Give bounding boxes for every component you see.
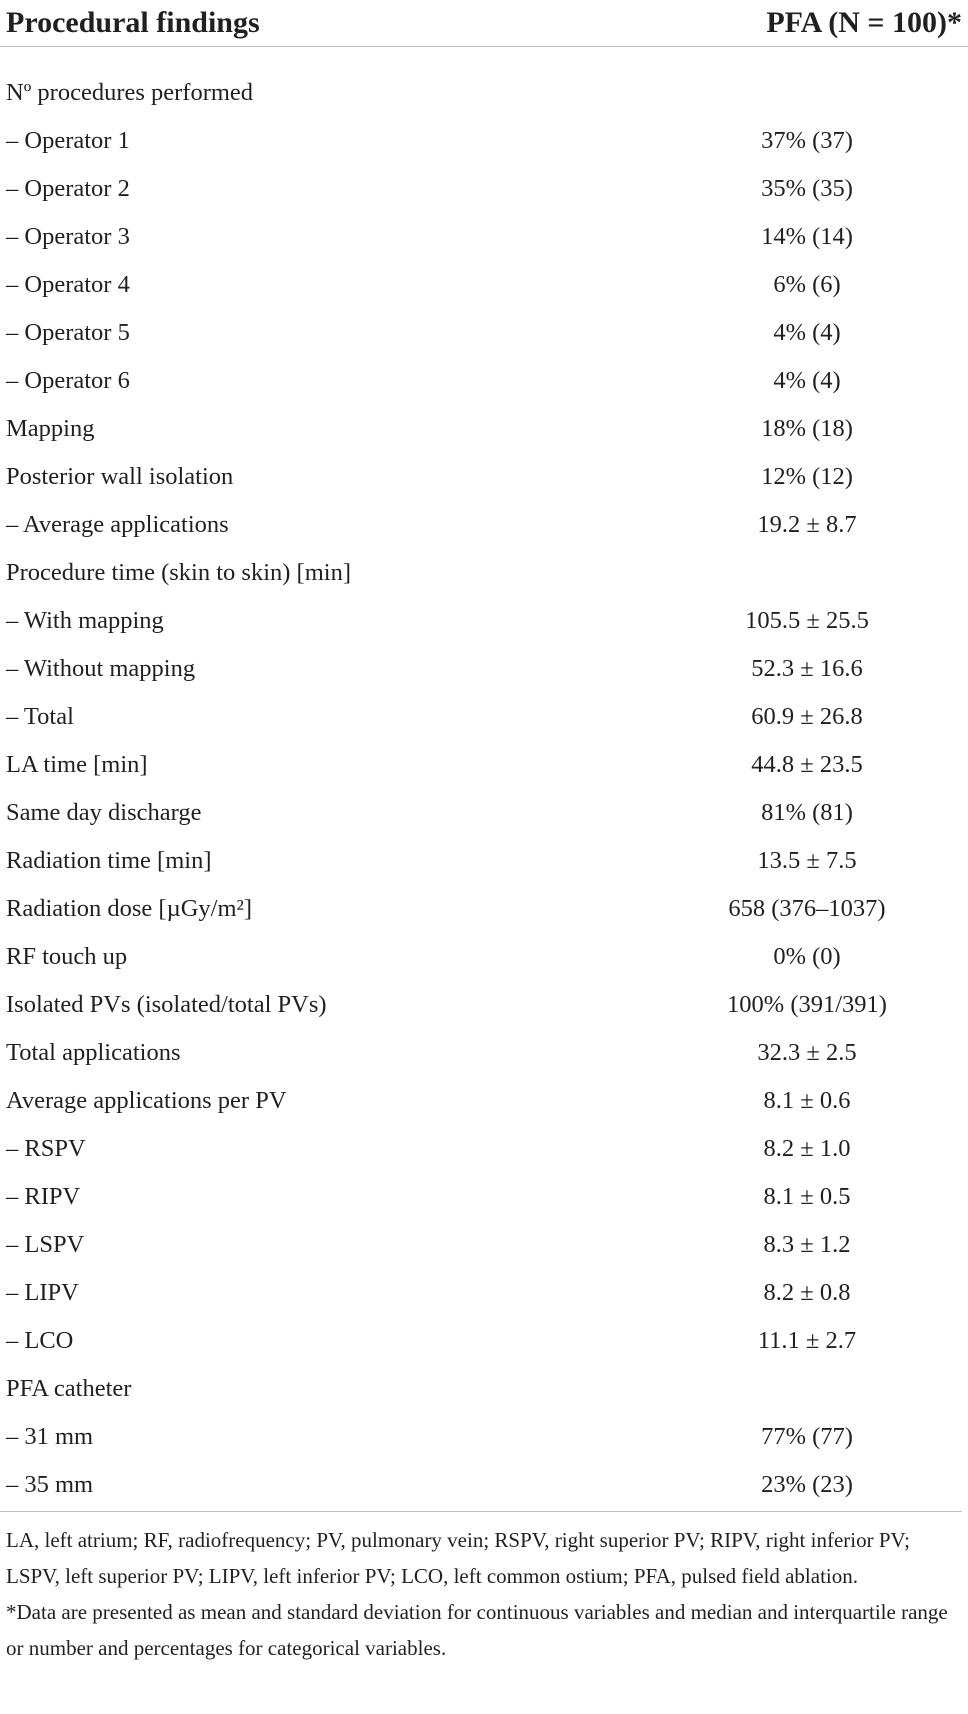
- table-row: [0, 1269, 968, 1317]
- footnote-divider: [0, 1511, 962, 1512]
- table-row: [0, 837, 968, 885]
- row-label: – 35 mm: [6, 1471, 94, 1498]
- table-row: [0, 549, 968, 597]
- row-label: PFA catheter: [6, 1375, 132, 1402]
- table-row: [0, 693, 968, 741]
- row-value: 4% (4): [773, 319, 841, 346]
- row-value: 100% (391/391): [727, 991, 887, 1018]
- row-label: RF touch up: [6, 943, 128, 970]
- table-row: [0, 1077, 968, 1125]
- table-row: [0, 1125, 968, 1173]
- table-row: [0, 933, 968, 981]
- row-label: – With mapping: [6, 607, 164, 634]
- row-value: 19.2 ± 8.7: [757, 511, 857, 538]
- row-label: – 31 mm: [6, 1423, 94, 1450]
- row-label: – LSPV: [6, 1231, 85, 1258]
- row-value: 658 (376–1037): [728, 895, 886, 922]
- table-row: [0, 69, 968, 117]
- row-label: Nº procedures performed: [6, 79, 254, 106]
- row-label: Radiation time [min]: [6, 847, 212, 874]
- row-value: 6% (6): [773, 271, 841, 298]
- table-row: [0, 1413, 968, 1461]
- row-value: 18% (18): [761, 415, 853, 442]
- row-label: – Operator 6: [6, 367, 130, 394]
- table-row: [0, 165, 968, 213]
- row-label: Radiation dose [µGy/m²]: [6, 895, 253, 922]
- row-value: 12% (12): [761, 463, 853, 490]
- row-value: 60.9 ± 26.8: [751, 703, 863, 730]
- row-value: 8.2 ± 1.0: [763, 1135, 851, 1162]
- row-label: – RIPV: [6, 1183, 81, 1210]
- table-row: [0, 1461, 968, 1509]
- table-row: [0, 453, 968, 501]
- table-footnotes: [6, 1522, 962, 1666]
- table-row: [0, 1317, 968, 1365]
- row-value: 0% (0): [773, 943, 841, 970]
- row-label: – LCO: [6, 1327, 74, 1354]
- table-row: [0, 1173, 968, 1221]
- table-row: [0, 261, 968, 309]
- row-label: – Operator 2: [6, 175, 130, 202]
- row-value: 8.1 ± 0.6: [763, 1087, 851, 1114]
- table-row: [0, 1221, 968, 1269]
- table-row: [0, 117, 968, 165]
- header-procedural-findings: Procedural findings: [6, 6, 260, 39]
- row-label: LA time [min]: [6, 751, 148, 778]
- row-label: – Operator 5: [6, 319, 130, 346]
- row-label: Same day discharge: [6, 799, 202, 826]
- row-value: 32.3 ± 2.5: [757, 1039, 857, 1066]
- row-value: 35% (35): [761, 175, 853, 202]
- row-label: – RSPV: [6, 1135, 86, 1162]
- table-row: [0, 789, 968, 837]
- table-row: [0, 1029, 968, 1077]
- row-label: Isolated PVs (isolated/total PVs): [6, 991, 327, 1018]
- row-value: 77% (77): [761, 1423, 853, 1450]
- row-label: – LIPV: [6, 1279, 79, 1306]
- row-value: 4% (4): [773, 367, 841, 394]
- table-row: [0, 309, 968, 357]
- row-value: 81% (81): [761, 799, 853, 826]
- table-row: [0, 981, 968, 1029]
- table-row: [0, 213, 968, 261]
- row-label: Procedure time (skin to skin) [min]: [6, 559, 351, 586]
- table-row: [0, 1365, 968, 1413]
- row-value: 14% (14): [761, 223, 853, 250]
- row-label: – Without mapping: [6, 655, 196, 682]
- table-row: [0, 885, 968, 933]
- table-row: [0, 405, 968, 453]
- row-label: Average applications per PV: [6, 1087, 287, 1114]
- row-value: 13.5 ± 7.5: [757, 847, 857, 874]
- row-label: Mapping: [6, 415, 95, 442]
- row-value: 23% (23): [761, 1471, 853, 1498]
- row-label: – Operator 1: [6, 127, 130, 154]
- row-label: – Operator 3: [6, 223, 130, 250]
- abbreviations-footnote: LA, left atrium; RF, radiofrequency; PV, pulmonary vein; RSPV, right superior PV; RIPV, right inferior PV; LSPV, left superior PV; LIPV, left inferior PV; LCO, left common ostium; PFA, pulsed field ablation.: [6, 1528, 910, 1588]
- row-value: 11.1 ± 2.7: [757, 1327, 857, 1354]
- table-row: [0, 357, 968, 405]
- row-label: – Average applications: [6, 511, 229, 538]
- row-value: 44.8 ± 23.5: [751, 751, 863, 778]
- table-row: [0, 597, 968, 645]
- row-label: Posterior wall isolation: [6, 463, 234, 490]
- row-value: 8.1 ± 0.5: [763, 1183, 851, 1210]
- row-value: 8.2 ± 0.8: [763, 1279, 851, 1306]
- table-header: [0, 0, 968, 47]
- row-label: – Operator 4: [6, 271, 130, 298]
- row-value: 37% (37): [761, 127, 853, 154]
- header-pfa-count: PFA (N = 100)*: [766, 6, 962, 39]
- row-value: 105.5 ± 25.5: [745, 607, 869, 634]
- row-value: 52.3 ± 16.6: [751, 655, 863, 682]
- row-label: Total applications: [6, 1039, 181, 1066]
- data-presentation-footnote: *Data are presented as mean and standard deviation for continuous variables and median and interquartile range or number and percentages for categorical variables.: [6, 1600, 948, 1660]
- table-row: [0, 645, 968, 693]
- table-row: [0, 501, 968, 549]
- table-row: [0, 741, 968, 789]
- table-body: [0, 47, 968, 1509]
- row-value: 8.3 ± 1.2: [763, 1231, 851, 1258]
- row-label: – Total: [6, 703, 74, 730]
